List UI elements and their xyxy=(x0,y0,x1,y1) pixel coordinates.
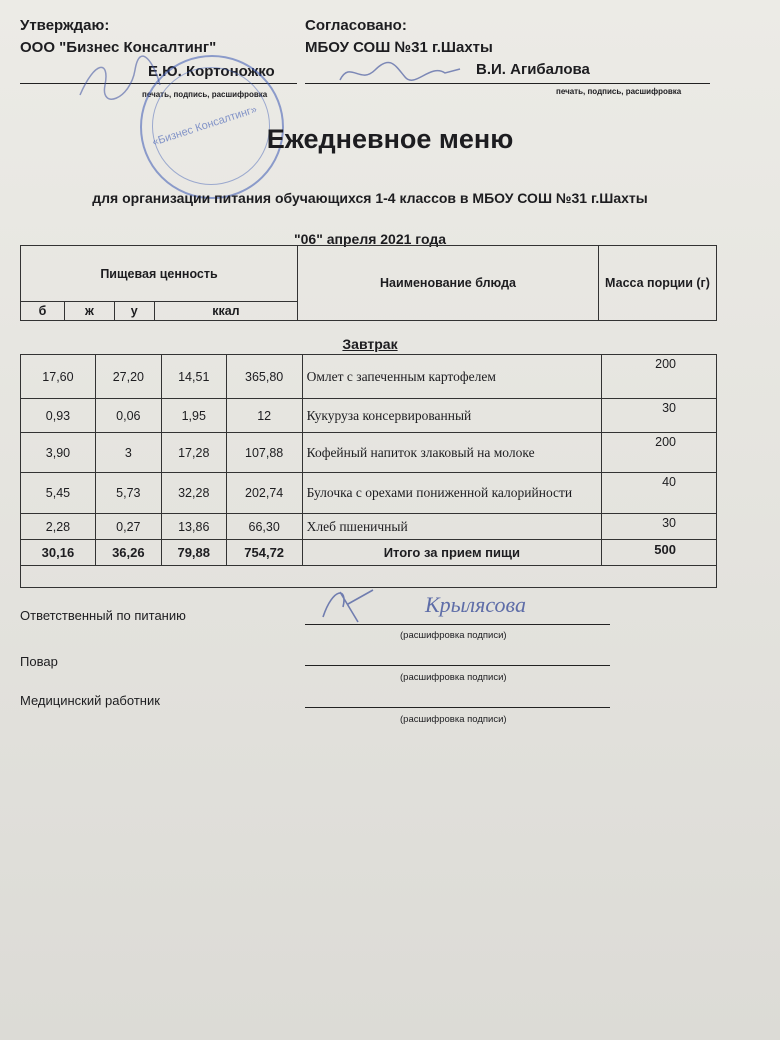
signature-responsible-handwritten: Крылясова xyxy=(425,592,526,617)
approval-right xyxy=(305,15,493,59)
total-carbs: 79,88 xyxy=(161,540,226,566)
cell-mass: 200 xyxy=(602,433,717,473)
header-mass: Масса порции (г) xyxy=(599,246,717,321)
total-row xyxy=(21,540,717,566)
menu-header-table xyxy=(20,245,717,321)
signature-role-responsible: Ответственный по питанию xyxy=(20,608,186,623)
signature-role-medic: Медицинский работник xyxy=(20,693,160,708)
table-row xyxy=(21,399,717,433)
cell-dish: Хлеб пшеничный xyxy=(302,514,602,540)
header-dish: Наименование блюда xyxy=(298,246,599,321)
cell-fat: 27,20 xyxy=(95,355,161,399)
total-protein: 30,16 xyxy=(21,540,96,566)
signature-line-cook xyxy=(305,665,610,666)
header-carbs: у xyxy=(114,302,154,321)
approval-left-name: Е.Ю. Кортоножко xyxy=(148,63,275,80)
cell-protein: 17,60 xyxy=(21,355,96,399)
approval-left-org: ООО "Бизнес Консалтинг" xyxy=(20,39,217,56)
approval-left-heading: Утверждаю: xyxy=(20,17,110,34)
cell-kcal: 107,88 xyxy=(226,433,302,473)
header-fat: ж xyxy=(65,302,115,321)
approval-right-caption: печать, подпись, расшифровка xyxy=(556,87,682,96)
cell-protein: 5,45 xyxy=(21,473,96,514)
signature-role-cook: Повар xyxy=(20,654,58,669)
cell-kcal: 66,30 xyxy=(226,514,302,540)
signature-caption-cook: (расшифровка подписи) xyxy=(400,672,507,683)
header-kcal: ккал xyxy=(154,302,297,321)
cell-carbs: 17,28 xyxy=(161,433,226,473)
cell-carbs: 1,95 xyxy=(161,399,226,433)
total-label: Итого за прием пищи xyxy=(302,540,602,566)
cell-dish: Омлет с запеченным картофелем xyxy=(302,355,602,399)
page-title: Ежедневное меню xyxy=(266,124,514,154)
signature-caption-medic: (расшифровка подписи) xyxy=(400,714,507,725)
cell-mass: 200 xyxy=(602,355,717,399)
stamp-text: «Бизнес Консалтинг» xyxy=(150,103,259,149)
total-fat: 36,26 xyxy=(95,540,161,566)
cell-protein: 3,90 xyxy=(21,433,96,473)
table-row xyxy=(21,473,717,514)
table-row xyxy=(21,355,717,399)
cell-carbs: 13,86 xyxy=(161,514,226,540)
cell-dish: Булочка с орехами пониженной калорийности xyxy=(302,473,602,514)
header-protein: б xyxy=(21,302,65,321)
cell-mass: 30 xyxy=(602,514,717,540)
cell-carbs: 32,28 xyxy=(161,473,226,514)
cell-fat: 0,27 xyxy=(95,514,161,540)
total-mass: 500 xyxy=(602,540,717,566)
cell-kcal: 202,74 xyxy=(226,473,302,514)
signature-responsible-scribble xyxy=(318,582,378,632)
approval-right-name: В.И. Агибалова xyxy=(476,61,590,78)
header-nutrition: Пищевая ценность xyxy=(21,246,298,302)
cell-dish: Кофейный напиток злаковый на молоке xyxy=(302,433,602,473)
cell-kcal: 12 xyxy=(226,399,302,433)
signature-line-medic xyxy=(305,707,610,708)
approval-left-caption: печать, подпись, расшифровка xyxy=(142,90,268,99)
cell-protein: 0,93 xyxy=(21,399,96,433)
page-subtitle: для организации питания обучающихся 1-4 классов в МБОУ СОШ №31 г.Шахты xyxy=(92,190,648,206)
table-row xyxy=(21,433,717,473)
cell-dish: Кукуруза консервированный xyxy=(302,399,602,433)
cell-kcal: 365,80 xyxy=(226,355,302,399)
cell-fat: 0,06 xyxy=(95,399,161,433)
cell-carbs: 14,51 xyxy=(161,355,226,399)
approval-right-heading: Согласовано: xyxy=(305,17,407,34)
meal-title: Завтрак xyxy=(342,336,398,352)
signature-left-scribble xyxy=(75,55,165,105)
cell-mass: 40 xyxy=(602,473,717,514)
approval-right-org: МБОУ СОШ №31 г.Шахты xyxy=(305,39,493,56)
cell-fat: 5,73 xyxy=(95,473,161,514)
menu-table xyxy=(20,354,717,588)
cell-mass: 30 xyxy=(602,399,717,433)
total-kcal: 754,72 xyxy=(226,540,302,566)
signature-right-scribble xyxy=(335,55,465,95)
approval-left xyxy=(20,15,216,59)
cell-fat: 3 xyxy=(95,433,161,473)
table-row xyxy=(21,514,717,540)
signature-caption-responsible: (расшифровка подписи) xyxy=(400,630,507,641)
menu-date: "06" апреля 2021 года xyxy=(294,231,446,247)
cell-protein: 2,28 xyxy=(21,514,96,540)
